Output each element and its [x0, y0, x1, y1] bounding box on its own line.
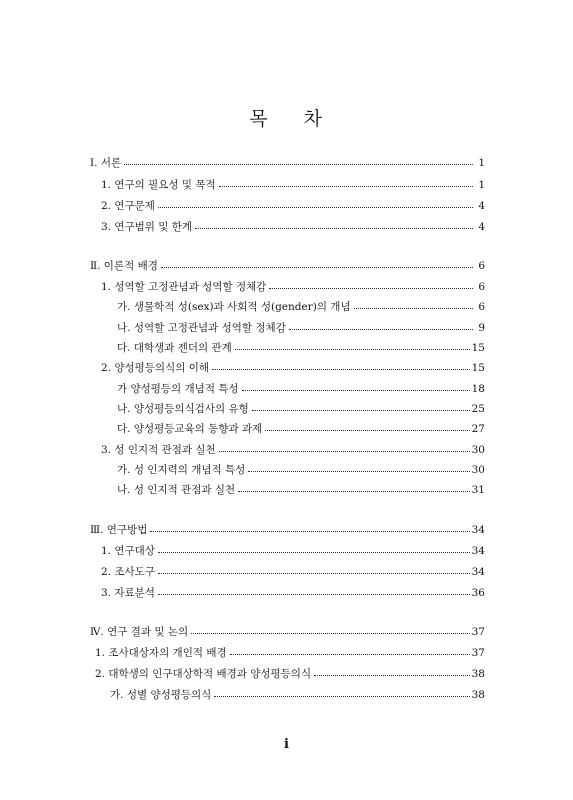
toc-entry-label: 나. 성역할 고정관념과 성역할 정체감 — [117, 322, 286, 334]
toc-entry[interactable] — [117, 461, 485, 479]
toc-entry[interactable] — [95, 644, 485, 662]
toc-entry[interactable] — [90, 154, 485, 172]
dot-leader — [248, 470, 469, 472]
toc-entry-page: 36 — [471, 587, 485, 599]
dot-leader — [289, 328, 473, 330]
dot-leader — [158, 551, 470, 553]
toc-entry-page: 30 — [471, 464, 485, 476]
toc-entry-page: 38 — [471, 689, 485, 701]
toc-entry-label: 나. 성 인지적 관점과 실천 — [117, 484, 236, 496]
toc-entry[interactable] — [101, 563, 485, 581]
toc-entry-page: 18 — [471, 383, 485, 395]
toc-entry-label: Ⅲ. 연구방법 — [90, 524, 148, 536]
toc-entry-label: 3. 자료분석 — [101, 587, 155, 599]
toc-entry-label: 가. 성 인지력의 개념적 특성 — [117, 464, 246, 476]
toc-entry-label: 1. 연구의 필요성 및 목적 — [101, 179, 216, 191]
page-number: i — [284, 737, 289, 752]
toc-entry-label: 2. 조사도구 — [101, 566, 155, 578]
toc-entry-page: 15 — [471, 362, 485, 374]
toc-entry[interactable] — [101, 176, 485, 194]
dot-leader — [235, 348, 470, 350]
dot-leader — [158, 206, 473, 208]
dot-leader — [214, 695, 469, 697]
toc-entry-page: 30 — [471, 444, 485, 456]
toc-entry-label: Ⅱ. 이론적 배경 — [90, 260, 158, 272]
toc-entry-label: 가. 성별 양성평등의식 — [110, 689, 212, 701]
dot-leader — [219, 185, 473, 187]
toc-entry-page: 1 — [478, 179, 485, 191]
toc-entry-label: 다. 양성평등교육의 동향과 과제 — [117, 423, 263, 435]
toc-entry-label: 1. 성역할 고정관념과 성역할 정체감 — [101, 281, 267, 293]
toc-entry-label: Ⅰ. 서론 — [90, 157, 122, 169]
toc-entry[interactable] — [101, 278, 485, 296]
toc-entry[interactable] — [90, 521, 485, 539]
dot-leader — [195, 227, 473, 229]
dot-leader — [230, 653, 470, 655]
toc-entry[interactable] — [90, 257, 485, 275]
toc-entry-label: 다. 대학생과 젠더의 관계 — [117, 342, 232, 354]
toc-entry[interactable] — [90, 623, 485, 641]
dot-leader — [212, 368, 470, 370]
toc-entry-label: 3. 성 인지적 관점과 실천 — [101, 444, 216, 456]
toc-entry[interactable] — [117, 420, 485, 438]
toc-entry[interactable] — [101, 359, 485, 377]
toc-entry-page: 34 — [471, 545, 485, 557]
toc-entry[interactable] — [117, 400, 485, 418]
toc-entry[interactable] — [101, 197, 485, 215]
toc-entry[interactable] — [110, 686, 485, 704]
toc-entry-page: 6 — [478, 260, 485, 272]
toc-entry[interactable] — [95, 665, 485, 683]
dot-leader — [269, 287, 473, 289]
toc-entry-label: 가. 생물학적 성(sex)과 사회적 성(gender)의 개념 — [117, 301, 351, 313]
toc-entry[interactable] — [117, 481, 485, 499]
dot-leader — [314, 674, 470, 676]
toc-entry[interactable] — [101, 441, 485, 459]
toc-entry[interactable] — [117, 298, 485, 316]
toc-entry[interactable] — [117, 380, 485, 398]
dot-leader — [191, 632, 469, 634]
dot-leader — [158, 572, 470, 574]
toc-entry-label: 나. 양성평등의식검사의 유형 — [117, 403, 249, 415]
toc-entry-label: 1. 연구대상 — [101, 545, 155, 557]
toc-entry-page: 9 — [478, 322, 485, 334]
toc-entry[interactable] — [117, 319, 485, 337]
toc-entry-page: 1 — [478, 157, 485, 169]
toc-entry-page: 34 — [471, 566, 485, 578]
dot-leader — [161, 266, 473, 268]
toc-entry[interactable] — [117, 339, 485, 357]
toc-entry-page: 34 — [471, 524, 485, 536]
dot-leader — [124, 163, 473, 165]
toc-entry-page: 31 — [471, 484, 485, 496]
toc-entry-label: Ⅳ. 연구 결과 및 논의 — [90, 626, 189, 638]
toc-entry-label: 2. 양성평등의식의 이해 — [101, 362, 209, 374]
toc-title: 목 차 — [249, 108, 324, 130]
dot-leader — [158, 593, 470, 595]
toc-entry-page: 37 — [471, 626, 485, 638]
dot-leader — [265, 429, 469, 431]
toc-entry-page: 4 — [478, 221, 485, 233]
toc-entry-page: 37 — [471, 647, 485, 659]
dot-leader — [354, 307, 473, 309]
dot-leader — [238, 490, 470, 492]
dot-leader — [252, 409, 470, 411]
toc-entry-label: 2. 대학생의 인구대상학적 배경과 양성평등의식 — [95, 668, 312, 680]
toc-entry-label: 3. 연구범위 및 한계 — [101, 221, 193, 233]
toc-entry-page: 38 — [471, 668, 485, 680]
toc-entry-page: 6 — [478, 301, 485, 313]
toc-entry-label: 1. 조사대상자의 개인적 배경 — [95, 647, 227, 659]
toc-entry[interactable] — [101, 584, 485, 602]
toc-entry-label: 2. 연구문제 — [101, 200, 155, 212]
toc-entry-label: 가 양성평등의 개념적 특성 — [117, 383, 239, 395]
dot-leader — [219, 450, 470, 452]
dot-leader — [242, 389, 470, 391]
toc-entry[interactable] — [101, 218, 485, 236]
dot-leader — [150, 530, 469, 532]
toc-entry-page: 15 — [471, 342, 485, 354]
toc-entry-page: 27 — [471, 423, 485, 435]
toc-entry-page: 6 — [478, 281, 485, 293]
toc-entry-page: 25 — [471, 403, 485, 415]
toc-entry[interactable] — [101, 542, 485, 560]
toc-entry-page: 4 — [478, 200, 485, 212]
